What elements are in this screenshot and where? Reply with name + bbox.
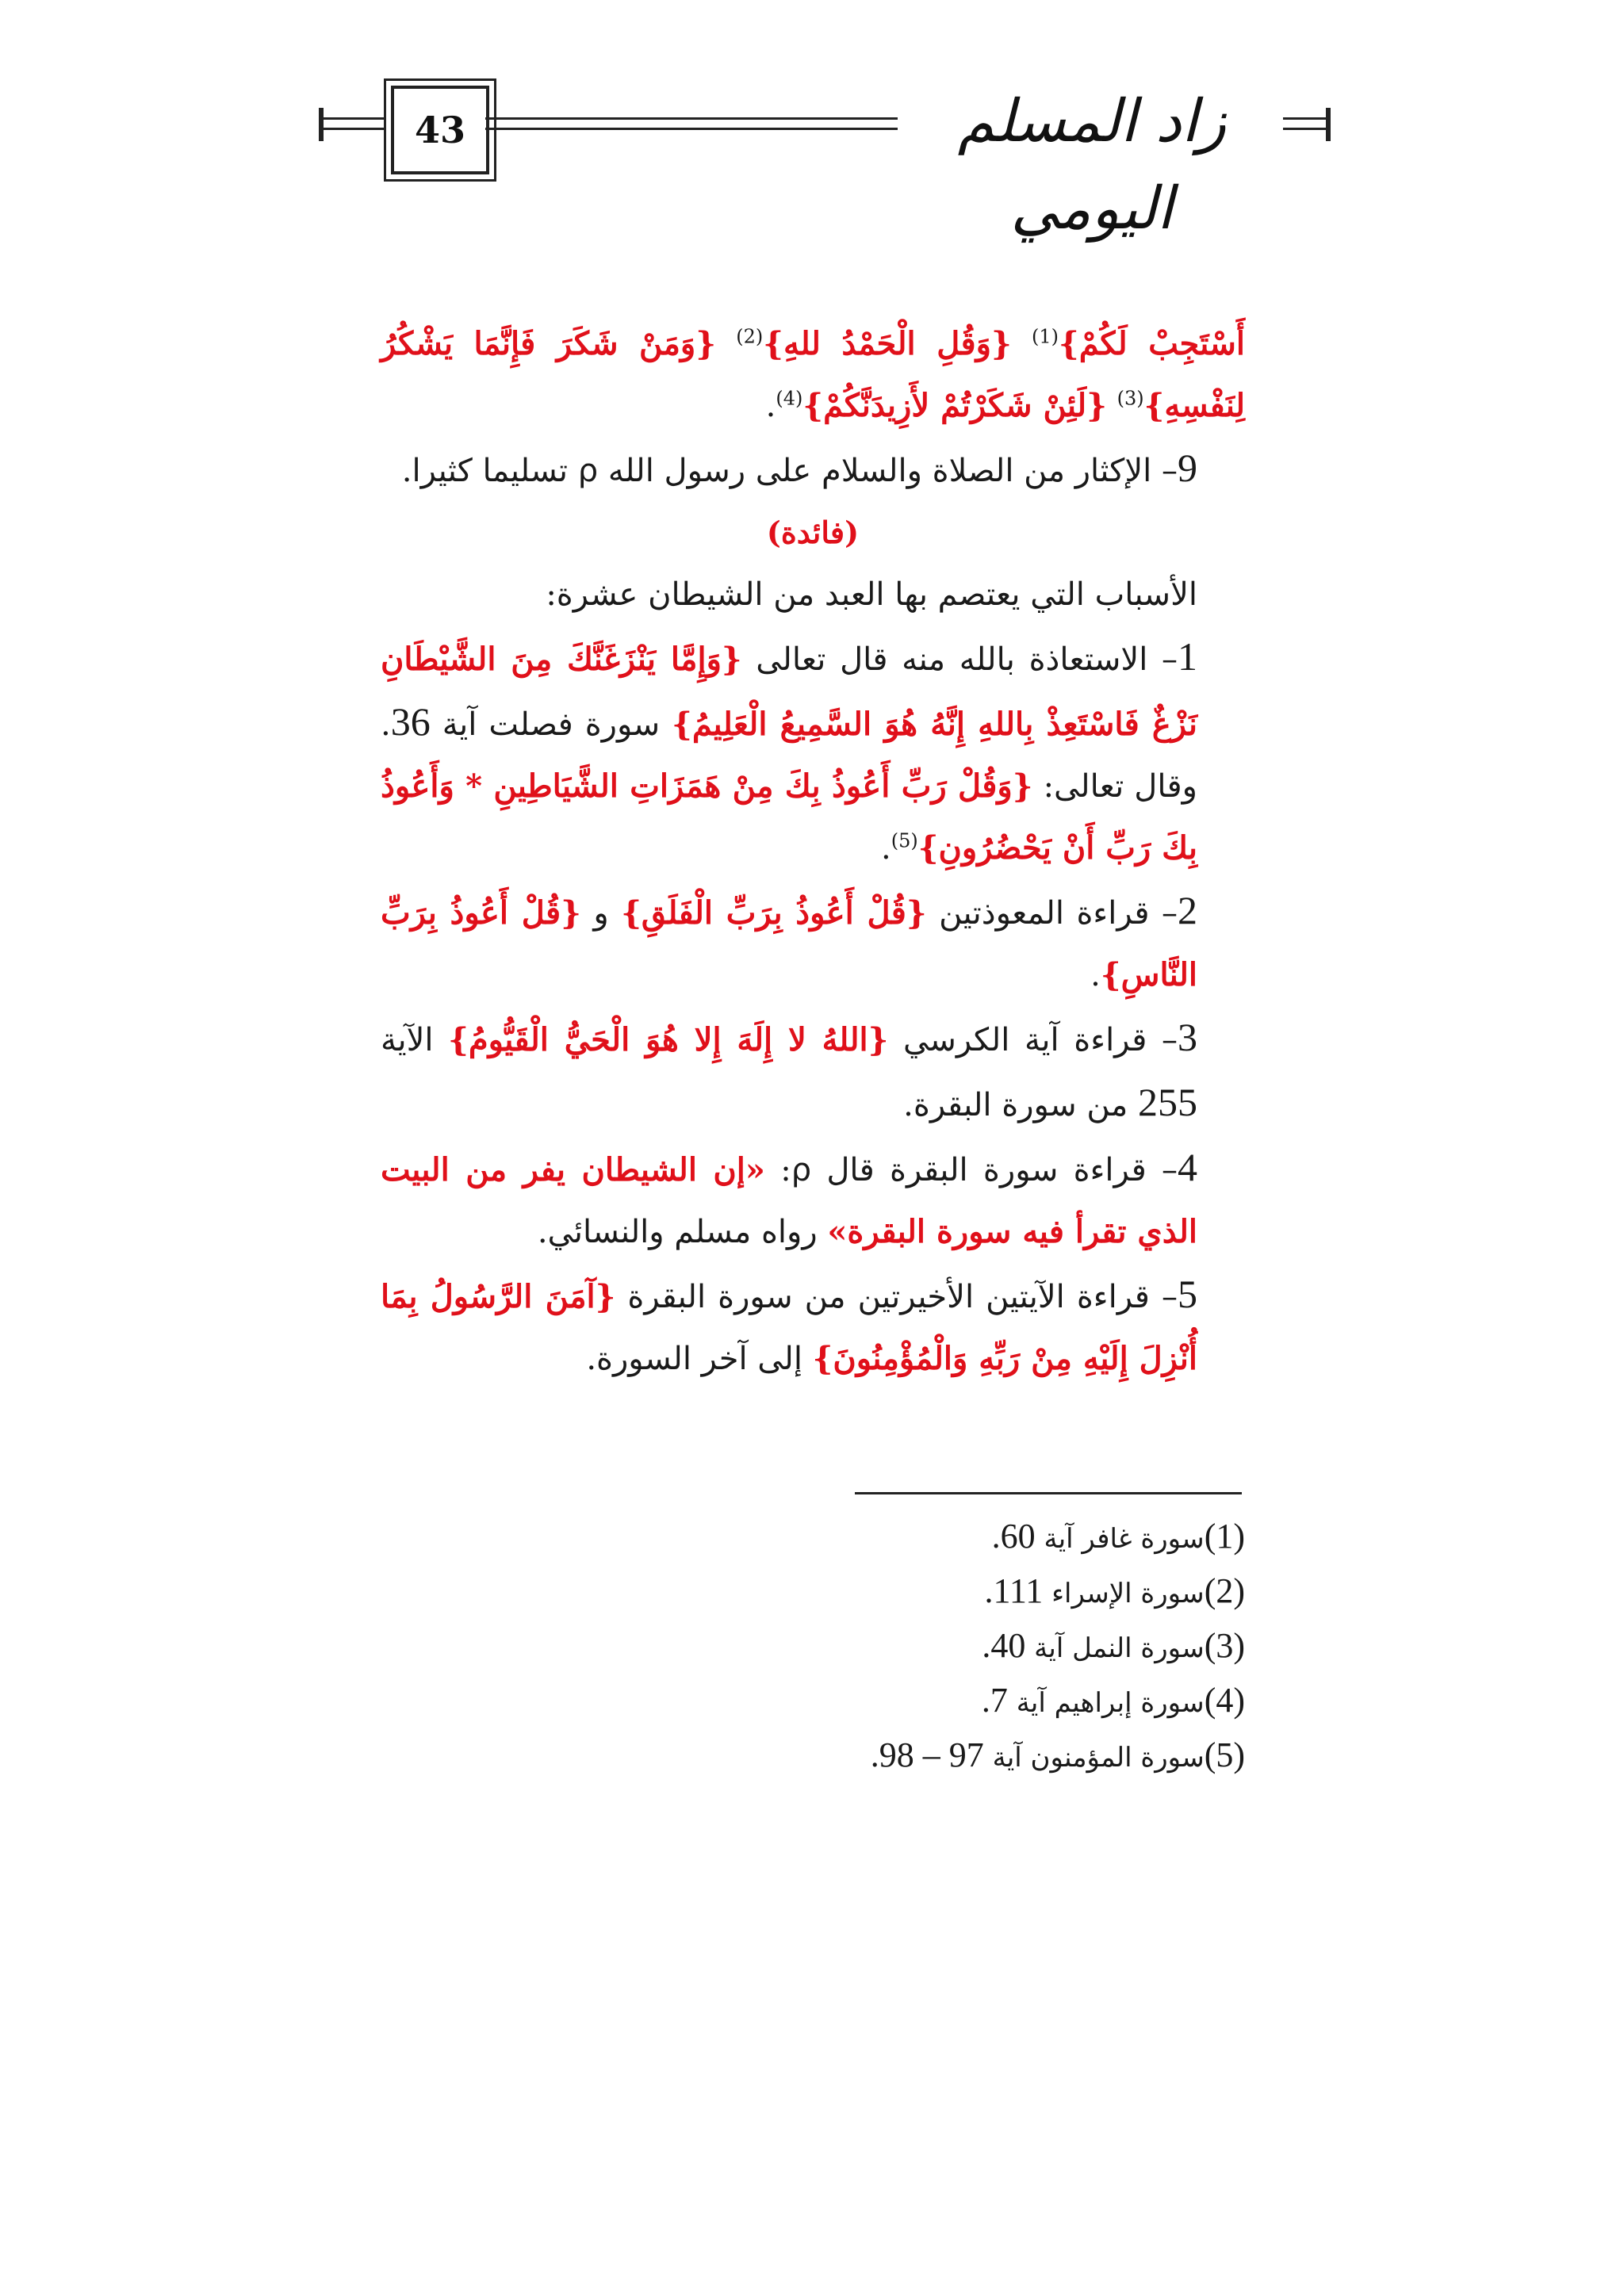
paragraph-item-4 xyxy=(381,1136,1245,1263)
quran-verse: {لَئِنْ شَكَرْتُمْ لأَزِيدَنَّكُمْ} xyxy=(802,387,1107,424)
footnote-item xyxy=(381,1565,1245,1620)
footnote-ref-number: 60. xyxy=(991,1517,1036,1556)
footnote-ref-number: 111. xyxy=(984,1571,1044,1610)
footnote-ref-number: 7. xyxy=(981,1681,1008,1720)
paragraph-item-3 xyxy=(381,1006,1245,1136)
hadith-text: «إن الشيطان يفر من البيت الذي تقرأ فيه سورة البقرة» xyxy=(381,1151,1197,1250)
footnote-ref-number: 97 – 98. xyxy=(870,1735,984,1774)
footnote-text: سورة إبراهيم آية xyxy=(1016,1687,1205,1719)
period: . xyxy=(765,388,776,424)
paragraph-item-5 xyxy=(381,1263,1245,1390)
item-text: سورة فصلت آية xyxy=(442,706,661,743)
footnote-number: (2) xyxy=(1204,1571,1245,1610)
rho-symbol: ρ xyxy=(577,453,599,489)
footnote-text: سورة غافر آية xyxy=(1044,1523,1205,1555)
rho-symbol: ρ xyxy=(791,1152,812,1188)
page-number: 43 xyxy=(391,86,489,174)
item-text: إلى آخر السورة. xyxy=(586,1341,802,1377)
item-text: وقال تعالى: xyxy=(1043,768,1197,805)
paragraph-item-2 xyxy=(381,879,1245,1006)
footnote-ref: (2) xyxy=(736,325,764,348)
footnote-ref-number: 40. xyxy=(982,1626,1026,1665)
item-text: – قراءة المعوذتين xyxy=(939,895,1178,932)
conjunction: و xyxy=(593,895,609,932)
item-text: – الاستعاذة بالله منه قال تعالى xyxy=(756,641,1178,678)
item-number: 9 xyxy=(1178,446,1197,490)
footnote-separator xyxy=(855,1492,1242,1494)
period: . xyxy=(881,830,891,867)
paragraph-item-1 xyxy=(381,626,1245,879)
footnote-item xyxy=(381,1620,1245,1674)
item-number: 1 xyxy=(1178,634,1197,679)
footnote-item xyxy=(381,1729,1245,1784)
header-rule-middle xyxy=(485,117,898,130)
quran-verse: {وَإِمَّا يَنْزَغَنَّكَ مِنَ الشَّيْطَانِ نَزْغٌ فَاسْتَعِذْ بِاللهِ إِنَّهُ هُوَ السَّمِيعُ الْعَلِيمُ} xyxy=(381,641,1198,743)
quran-verse: {وَمَنْ شَكَرَ فَإِنَّمَا يَشْكُرُ لِنَفْسِهِ} xyxy=(381,325,1245,424)
item-text: تسليما كثيرا. xyxy=(401,453,568,489)
quran-verse: {اللهُ لا إِلَهَ إِلا هُوَ الْحَيُّ الْقَيُّومُ} xyxy=(448,1021,889,1058)
item-text: من سورة البقرة. xyxy=(903,1087,1128,1123)
item-text: – قراءة آية الكرسي xyxy=(903,1022,1178,1058)
paragraph-thanks-verses xyxy=(381,313,1245,437)
verse-number: 255 xyxy=(1138,1080,1197,1124)
item-text: – الإكثار من الصلاة والسلام على رسول الله xyxy=(607,453,1178,489)
footnote-ref: (3) xyxy=(1116,387,1144,410)
header-right-cap xyxy=(1326,108,1331,141)
quran-verse: {وَقُلِ الْحَمْدُ للهِ} xyxy=(763,325,1012,362)
quran-verse: أَسْتَجِبْ لَكُمْ} xyxy=(1059,325,1245,362)
quran-verse: {قُلْ أَعُوذُ بِرَبِّ الْفَلَقِ} xyxy=(621,894,927,932)
footnote-ref: (1) xyxy=(1032,325,1059,348)
footnote-text: سورة المؤمنون آية xyxy=(992,1742,1205,1774)
footnote-text: سورة النمل آية xyxy=(1034,1632,1205,1664)
period: . xyxy=(1090,957,1101,993)
verse-number: 36 xyxy=(390,699,431,744)
book-title: زاد المسلم اليومي xyxy=(957,87,1227,243)
item-text: رواه مسلم والنسائي. xyxy=(537,1214,818,1250)
header-rule-left xyxy=(321,117,391,130)
section-heading: (فائدة) xyxy=(766,515,860,550)
item-text: الآية xyxy=(381,1022,434,1058)
footnote-ref: (4) xyxy=(776,387,803,410)
quran-verse: {وَقُلْ رَبِّ أَعُوذُ بِكَ مِنْ هَمَزَاتِ الشَّيَاطِينِ * وَأَعُوذُ بِكَ رَبِّ أَنْ يَحْضُرُونِ} xyxy=(381,767,1197,867)
quran-verse: {قُلْ أَعُوذُ بِرَبِّ النَّاسِ} xyxy=(381,894,1197,993)
footnote-item xyxy=(381,1674,1245,1729)
colon: : xyxy=(780,1152,791,1188)
item-text: – قراءة سورة البقرة قال xyxy=(826,1152,1178,1188)
footnote-number: (3) xyxy=(1204,1626,1245,1665)
footnote-item xyxy=(381,1510,1245,1565)
quran-verse: {آمَنَ الرَّسُولُ بِمَا أُنْزِلَ إِلَيْهِ مِنْ رَبِّهِ وَالْمُؤْمِنُونَ} xyxy=(381,1278,1197,1377)
header-rule-right xyxy=(1283,117,1331,130)
footnote-number: (5) xyxy=(1204,1735,1245,1774)
footnote-text: سورة الإسراء xyxy=(1051,1578,1205,1609)
footnote-number: (4) xyxy=(1204,1681,1245,1720)
main-text xyxy=(381,313,1245,1390)
item-number: 4 xyxy=(1178,1145,1198,1189)
item-text: – قراءة الآيتين الأخيرتين من سورة البقرة xyxy=(627,1279,1178,1315)
footnotes xyxy=(381,1510,1245,1784)
footnote-number: (1) xyxy=(1204,1517,1245,1556)
item-number: 2 xyxy=(1178,888,1198,932)
paragraph-item-9 xyxy=(381,437,1245,502)
footnote-ref: (5) xyxy=(891,829,918,852)
paragraph-intro: الأسباب التي يعتصم بها العبد من الشيطان عشرة: xyxy=(546,576,1197,613)
period: . xyxy=(381,706,391,743)
page-header xyxy=(0,0,1624,243)
item-number: 5 xyxy=(1178,1272,1197,1316)
item-number: 3 xyxy=(1178,1015,1198,1059)
